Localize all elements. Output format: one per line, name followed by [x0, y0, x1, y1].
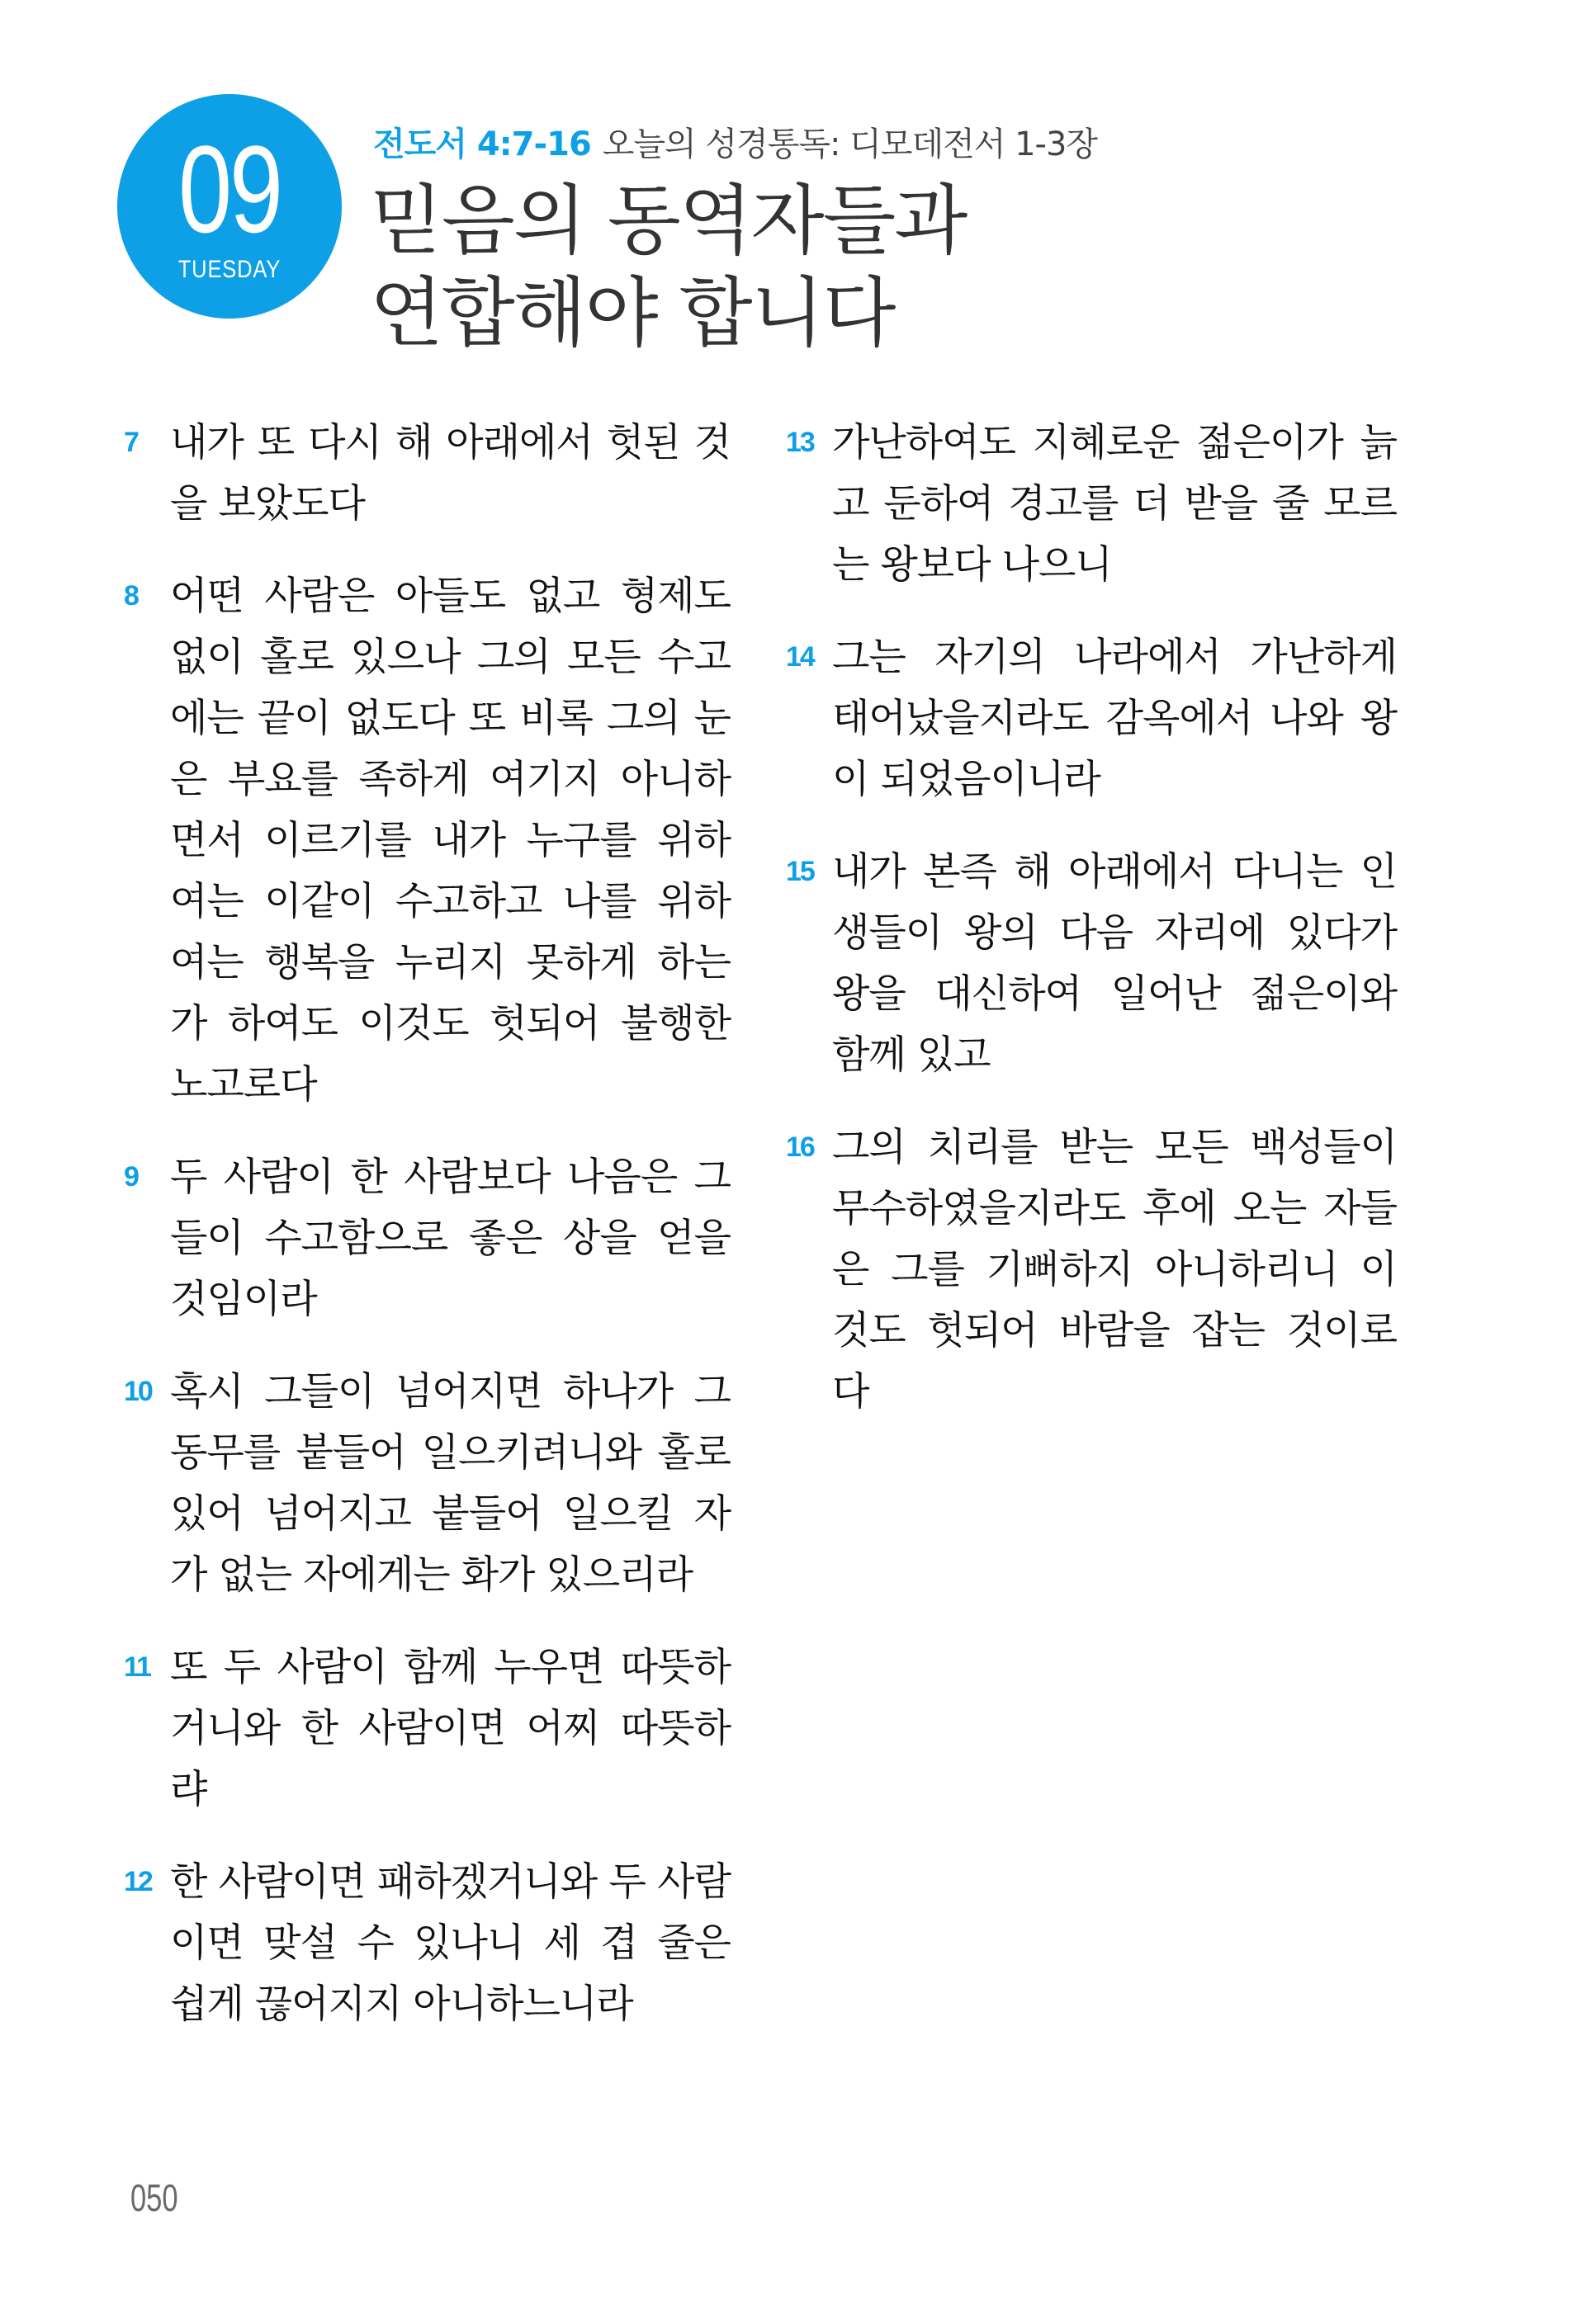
verses-column-left: [124, 413, 731, 2067]
verse-number: 14: [786, 641, 814, 673]
verse: [786, 413, 1397, 596]
verse-text-line: 면서 이르기를 내가 누구를 위하: [170, 818, 731, 863]
verse-text-line: 을 보았도다: [170, 481, 365, 527]
verse-text-line: 왕을 대신하여 일어난 젊은이와: [832, 971, 1397, 1017]
day-badge: [117, 94, 342, 319]
verse: [786, 842, 1397, 1086]
verse-text-line: 은 그를 기뻐하지 아니하리니 이: [832, 1247, 1397, 1292]
verse-text-line: 있어 넘어지고 붙들어 일으킬 자: [170, 1491, 731, 1537]
verse-text-line: 것도 헛되어 바람을 잡는 것이로: [832, 1308, 1397, 1353]
verse-text-line: 생들이 왕의 다음 자리에 있다가: [832, 910, 1397, 956]
title-line-2: 연합해야 합니다: [370, 269, 895, 357]
verse: [786, 1117, 1397, 1423]
day-name: TUESDAY: [177, 256, 282, 283]
verse-text-line: 태어났을지라도 감옥에서 나와 왕: [832, 696, 1397, 741]
verse-text-line: 거니와 한 사람이면 어찌 따뜻하: [170, 1706, 731, 1751]
verse: [124, 413, 731, 535]
verses-column-right: [786, 413, 1397, 1454]
page-title: [370, 175, 966, 360]
verse-number: 13: [786, 427, 814, 458]
verse-text-line: 가 하여도 이것도 헛되어 불행한: [170, 1001, 731, 1046]
verse-text-line: 노고로다: [170, 1062, 317, 1108]
verse-number: 10: [124, 1376, 152, 1407]
verse-text-line: 없이 홀로 있으나 그의 모든 수고: [170, 635, 731, 680]
verse-text-line: 이면 맞설 수 있나니 세 겹 줄은: [170, 1920, 731, 1966]
verse: [124, 1852, 731, 2035]
verse-text-line: 그는 자기의 나라에서 가난하게: [832, 635, 1397, 680]
verse: [786, 627, 1397, 810]
verse-number: 16: [786, 1131, 814, 1163]
verse-text-line: 그의 치리를 받는 모든 백성들이: [832, 1125, 1397, 1170]
verse-text-line: 은 부요를 족하게 여기지 아니하: [170, 757, 731, 802]
verse: [124, 1147, 731, 1330]
verse-text-line: 다: [832, 1369, 869, 1415]
verse-text-line: 이 되었음이니라: [832, 757, 1100, 802]
verse-text-line: 에는 끝이 없도다 또 비록 그의 눈: [170, 696, 731, 741]
verse: [124, 1637, 731, 1821]
verse-text-line: 쉽게 끊어지지 아니하느니라: [170, 1982, 633, 2027]
verse-text-line: 들이 수고함으로 좋은 상을 얻을: [170, 1216, 731, 1261]
verse-text-line: 함께 있고: [832, 1032, 991, 1078]
verse-text-line: 는 왕보다 나으니: [832, 542, 1112, 588]
verse-text-line: 내가 또 다시 해 아래에서 헛된 것: [170, 420, 731, 465]
verse-text-line: 여는 이같이 수고하고 나를 위하: [170, 879, 731, 924]
verse-number: 7: [124, 427, 138, 458]
verse-text-line: 혹시 그들이 넘어지면 하나가 그: [170, 1369, 731, 1415]
verse-number: 11: [124, 1651, 150, 1683]
verse-text-line: 것임이라: [170, 1277, 317, 1322]
scripture-reference: [373, 124, 1097, 165]
verse-text-line: 한 사람이면 패하겠거니와 두 사람: [170, 1859, 731, 1905]
verse-number: 8: [124, 580, 138, 612]
verse-text-line: 가난하여도 지혜로운 젊은이가 늙: [832, 420, 1397, 465]
verse-text-line: 랴: [170, 1767, 207, 1812]
verse-text-line: 고 둔하여 경고를 더 받을 줄 모르: [832, 481, 1397, 527]
verse-text-line: 가 없는 자에게는 화가 있으리라: [170, 1552, 693, 1598]
verse-text-line: 동무를 붙들어 일으키려니와 홀로: [170, 1430, 731, 1476]
passage-reference: 전도서 4:7-16: [373, 125, 591, 163]
verse-number: 9: [124, 1161, 138, 1193]
verse-text-line: 어떤 사람은 아들도 없고 형제도: [170, 574, 731, 619]
verse: [124, 1362, 731, 1606]
verse-text-line: 내가 본즉 해 아래에서 다니는 인: [832, 849, 1397, 895]
verse-text-line: 또 두 사람이 함께 누우면 따뜻하: [170, 1645, 731, 1690]
verse: [124, 566, 731, 1116]
verse-text-line: 두 사람이 한 사람보다 나음은 그: [170, 1155, 731, 1200]
verse-text-line: 무수하였을지라도 후에 오는 자들: [832, 1186, 1397, 1231]
verse-number: 15: [786, 856, 814, 887]
day-number: 09: [178, 120, 281, 258]
verse-number: 12: [124, 1866, 152, 1897]
reading-plan: 오늘의 성경통독: 디모데전서 1-3장: [602, 125, 1098, 163]
title-line-1: 믿음의 동역자들과: [370, 177, 967, 265]
verse-text-line: 여는 행복을 누리지 못하게 하는: [170, 940, 731, 985]
page-number: 050: [130, 2176, 178, 2219]
